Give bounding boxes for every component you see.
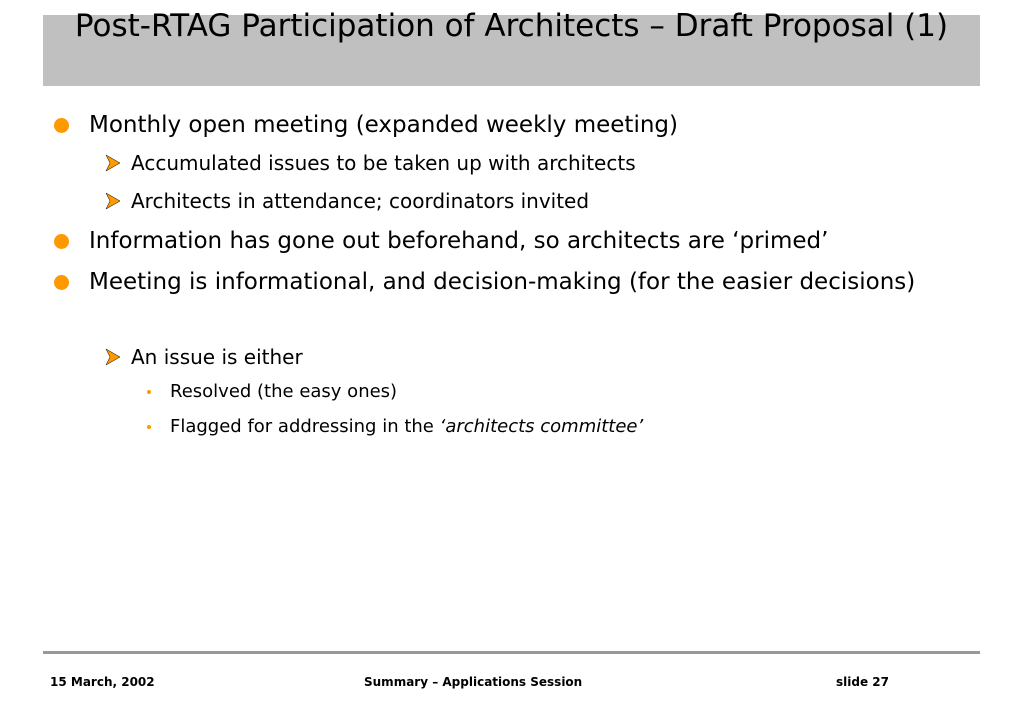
orange-dot-icon [54, 234, 69, 249]
small-dot-icon [147, 390, 151, 394]
flagged-text: Flagged for addressing in the [170, 416, 440, 437]
bullet-information-primed: Information has gone out beforehand, so architects are ‘primed’ [89, 228, 829, 254]
bullet-meeting-informational: Meeting is informational, and decision-making (for the easier decisions) [89, 269, 916, 295]
architects-committee-text: ‘architects committee’ [439, 416, 644, 437]
footer-date: 15 March, 2002 [50, 675, 155, 689]
footer-rule [43, 651, 980, 654]
sub-sub-bullet-flagged [170, 415, 643, 439]
arrowhead-icon [104, 154, 122, 172]
arrowhead-icon [104, 348, 122, 366]
orange-dot-icon [54, 118, 69, 133]
footer-session-title: Summary – Applications Session [364, 675, 583, 689]
sub-sub-bullet-resolved: Resolved (the easy ones) [170, 381, 398, 402]
small-dot-icon [147, 425, 151, 429]
sub-bullet-architects-attendance: Architects in attendance; coordinators invited [131, 189, 590, 213]
arrowhead-icon [104, 192, 122, 210]
bullet-monthly-meeting: Monthly open meeting (expanded weekly meeting) [89, 112, 678, 138]
orange-dot-icon [54, 275, 69, 290]
footer-slide-number: slide 27 [836, 675, 889, 689]
sub-bullet-accumulated-issues: Accumulated issues to be taken up with architects [131, 151, 636, 175]
sub-bullet-issue-either: An issue is either [131, 345, 303, 369]
slide-title: Post-RTAG Participation of Architects – Draft Proposal (1) [74, 8, 949, 44]
